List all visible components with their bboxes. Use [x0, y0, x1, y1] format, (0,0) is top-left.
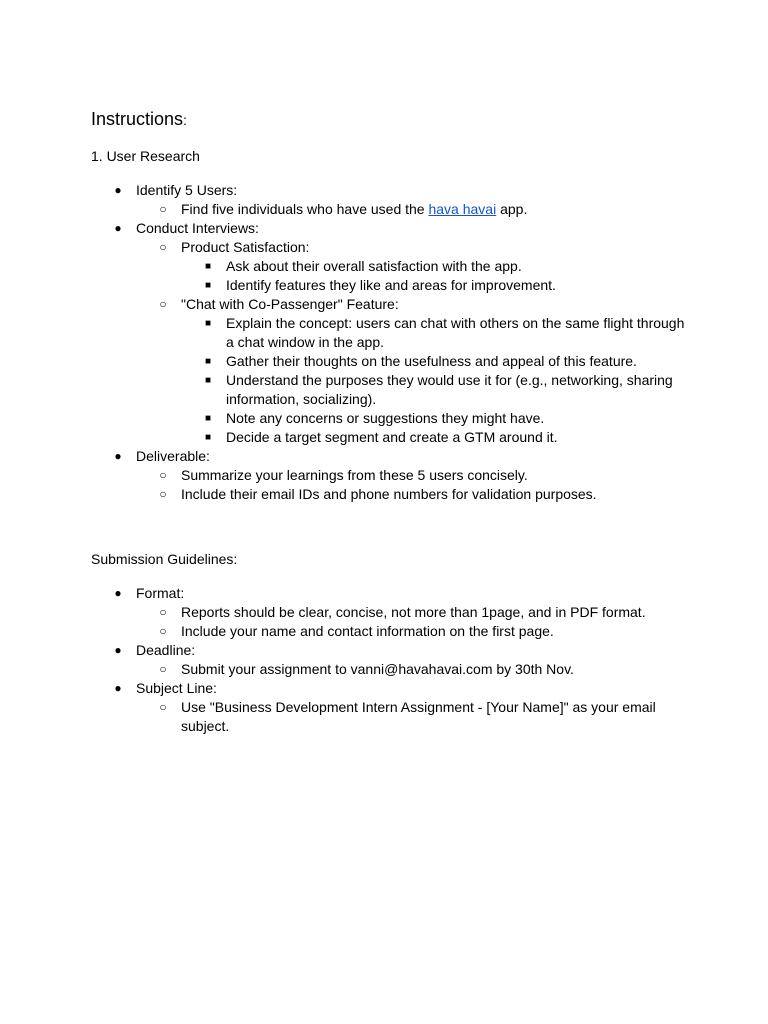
- list-item-product-satisfaction: [136, 238, 691, 295]
- find-text-after: app.: [496, 201, 528, 217]
- submission-guidelines-list: [91, 584, 691, 736]
- bullet-circle-icon: ○: [159, 240, 167, 254]
- list-item-chat-feature: [136, 295, 691, 447]
- list-item-text: Reports should be clear, concise, not more than 1page, and in PDF format.: [181, 604, 646, 620]
- list-item-label: Deadline:: [136, 642, 196, 658]
- bullet-square-icon: ■: [204, 375, 212, 386]
- list-item-text: Use "Business Development Intern Assignment - [Your Name]" as your email subject.: [181, 699, 656, 734]
- user-research-list: [91, 181, 691, 504]
- bullet-circle-icon: ○: [159, 624, 167, 638]
- bullet-disc-icon: ●: [114, 643, 122, 657]
- list-item-label: Subject Line:: [136, 680, 217, 696]
- list-item: [136, 466, 691, 485]
- list-item-text: Decide a target segment and create a GTM around it.: [226, 429, 558, 445]
- bullet-circle-icon: ○: [159, 202, 167, 216]
- list-item: [181, 371, 691, 409]
- bullet-disc-icon: ●: [114, 449, 122, 463]
- bullet-circle-icon: ○: [159, 487, 167, 501]
- list-item-text: Identify features they like and areas for improvement.: [226, 277, 556, 293]
- list-item: [181, 257, 691, 276]
- list-item: [181, 314, 691, 352]
- bullet-disc-icon: ●: [114, 586, 122, 600]
- list-item-text: Ask about their overall satisfaction with the app.: [226, 258, 522, 274]
- list-item-subject-line: [91, 679, 691, 736]
- bullet-disc-icon: ●: [114, 221, 122, 235]
- list-item: [136, 660, 691, 679]
- bullet-square-icon: ■: [204, 280, 212, 291]
- bullet-disc-icon: ●: [114, 183, 122, 197]
- section-heading-submission-guidelines: Submission Guidelines:: [91, 551, 238, 567]
- list-item-label: "Chat with Co-Passenger" Feature:: [181, 296, 399, 312]
- list-item-text: Include your name and contact information on the first page.: [181, 623, 554, 639]
- find-text-before: Find five individuals who have used the: [181, 201, 429, 217]
- list-item: [181, 352, 691, 371]
- list-item-text: Explain the concept: users can chat with others on the same flight through a chat window in the app.: [226, 315, 685, 350]
- list-item-label: Format:: [136, 585, 185, 601]
- list-item-deliverable: [91, 447, 691, 504]
- list-item: [136, 603, 691, 622]
- list-item-text: Note any concerns or suggestions they might have.: [226, 410, 545, 426]
- bullet-square-icon: ■: [204, 432, 212, 443]
- list-item-text: [181, 200, 691, 219]
- bullet-square-icon: ■: [204, 413, 212, 424]
- list-item-deadline: [91, 641, 691, 679]
- section-heading-user-research: 1. User Research: [91, 148, 200, 164]
- title-colon: :: [183, 112, 187, 128]
- bullet-circle-icon: ○: [159, 605, 167, 619]
- list-item: [136, 622, 691, 641]
- list-item-text: Include their email IDs and phone numbers for validation purposes.: [181, 486, 597, 502]
- list-item: [181, 409, 691, 428]
- list-item-conduct-interviews: [91, 219, 691, 447]
- page-title: [91, 108, 187, 131]
- bullet-square-icon: ■: [204, 261, 212, 272]
- bullet-disc-icon: ●: [114, 681, 122, 695]
- title-text: Instructions: [91, 109, 184, 129]
- list-item: [181, 428, 691, 447]
- list-item-text: Gather their thoughts on the usefulness and appeal of this feature.: [226, 353, 637, 369]
- list-item-text: Submit your assignment to vanni@havahavai.com by 30th Nov.: [181, 661, 574, 677]
- bullet-square-icon: ■: [204, 318, 212, 329]
- bullet-circle-icon: ○: [159, 297, 167, 311]
- hava-havai-link[interactable]: hava havai: [428, 201, 497, 217]
- list-item-text: Summarize your learnings from these 5 users concisely.: [181, 467, 528, 483]
- list-item-format: [91, 584, 691, 641]
- bullet-circle-icon: ○: [159, 662, 167, 676]
- bullet-square-icon: ■: [204, 356, 212, 367]
- list-item: [136, 698, 691, 736]
- list-item-text: Understand the purposes they would use it for (e.g., networking, sharing information, socializing).: [226, 372, 673, 407]
- list-item-find-users: [136, 200, 691, 219]
- bullet-circle-icon: ○: [159, 700, 167, 714]
- list-item-identify-users: [91, 181, 691, 219]
- list-item-label: Product Satisfaction:: [181, 239, 310, 255]
- list-item: [181, 276, 691, 295]
- list-item-label: Conduct Interviews:: [136, 220, 259, 236]
- list-item: [136, 485, 691, 504]
- list-item-label: Deliverable:: [136, 448, 210, 464]
- list-item-label: Identify 5 Users:: [136, 182, 238, 198]
- bullet-circle-icon: ○: [159, 468, 167, 482]
